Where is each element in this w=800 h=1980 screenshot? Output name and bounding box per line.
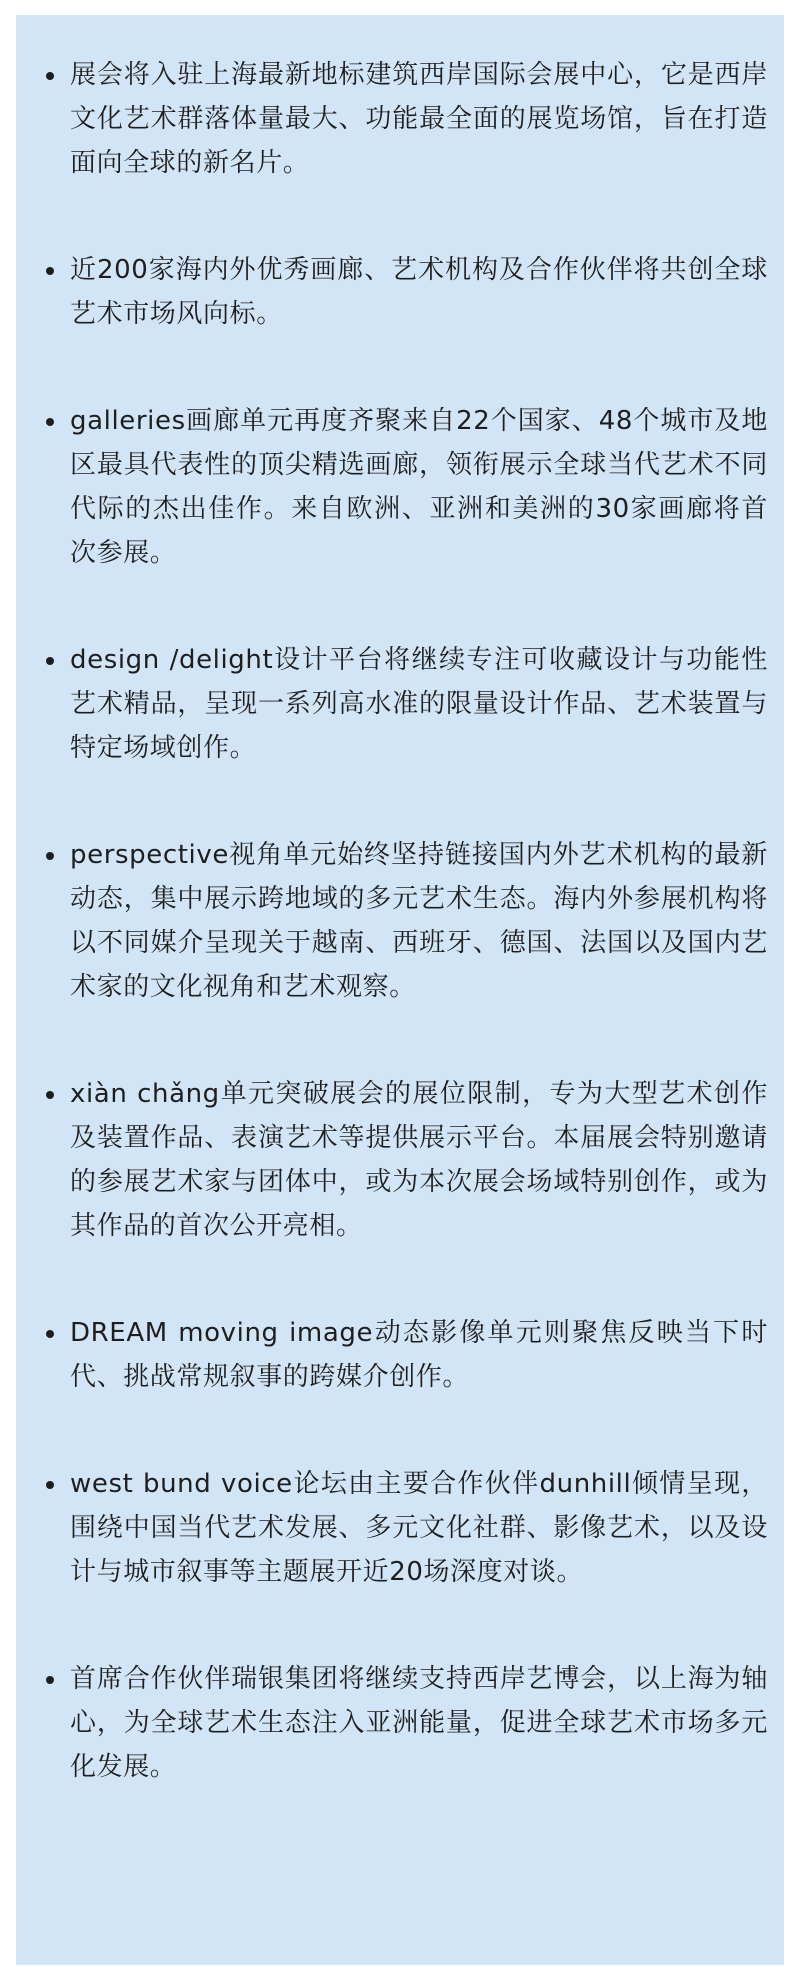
list-item — [44, 1657, 768, 1789]
bullet-dot-icon — [46, 1676, 54, 1684]
list-item — [44, 53, 768, 185]
list-item — [44, 638, 768, 770]
list-item-text: 近200家海内外优秀画廊、艺术机构及合作伙伴将共创全球艺术市场风向标。 — [70, 255, 768, 329]
list-item-text: design /delight设计平台将继续专注可收藏设计与功能性艺术精品，呈现一系列高水准的限量设计作品、艺术装置与特定场域创作。 — [70, 645, 768, 763]
list-item — [44, 1462, 768, 1594]
list-item — [44, 248, 768, 336]
list-item-text: galleries画廊单元再度齐聚来自22个国家、48个城市及地区最具代表性的顶尖精选画廊，领衔展示全球当代艺术不同代际的杰出佳作。来自欧洲、亚洲和美洲的30家画廊将首次参展。 — [70, 406, 768, 568]
list-item-text: 展会将入驻上海最新地标建筑西岸国际会展中心，它是西岸文化艺术群落体量最大、功能最全面的展览场馆，旨在打造面向全球的新名片。 — [70, 60, 768, 178]
list-item-text: xiàn chǎng单元突破展会的展位限制，专为大型艺术创作及装置作品、表演艺术等提供展示平台。本届展会特别邀请的参展艺术家与团体中，或为本次展会场域特别创作，或为其作品的首次公开亮相。 — [70, 1079, 768, 1241]
list-item — [44, 1311, 768, 1399]
bullet-dot-icon — [46, 1330, 54, 1338]
highlights-panel — [16, 15, 784, 1965]
list-item — [44, 1072, 768, 1248]
list-item-text: 首席合作伙伴瑞银集团将继续支持西岸艺博会，以上海为轴心，为全球艺术生态注入亚洲能量，促进全球艺术市场多元化发展。 — [70, 1664, 768, 1782]
bullet-dot-icon — [46, 267, 54, 275]
highlights-list — [44, 53, 768, 1789]
list-item-text: west bund voice论坛由主要合作伙伴dunhill倾情呈现，围绕中国当代艺术发展、多元文化社群、影像艺术，以及设计与城市叙事等主题展开近20场深度对谈。 — [70, 1469, 768, 1587]
bullet-dot-icon — [46, 852, 54, 860]
list-item — [44, 833, 768, 1009]
list-item — [44, 399, 768, 575]
list-item-text: DREAM moving image动态影像单元则聚焦反映当下时代、挑战常规叙事的跨媒介创作。 — [70, 1318, 768, 1392]
bullet-dot-icon — [46, 657, 54, 665]
bullet-dot-icon — [46, 1481, 54, 1489]
bullet-dot-icon — [46, 418, 54, 426]
bullet-dot-icon — [46, 72, 54, 80]
bullet-dot-icon — [46, 1091, 54, 1099]
list-item-text: perspective视角单元始终坚持链接国内外艺术机构的最新动态，集中展示跨地域的多元艺术生态。海内外参展机构将以不同媒介呈现关于越南、西班牙、德国、法国以及国内艺术家的文化视角和艺术观察。 — [70, 840, 768, 1002]
